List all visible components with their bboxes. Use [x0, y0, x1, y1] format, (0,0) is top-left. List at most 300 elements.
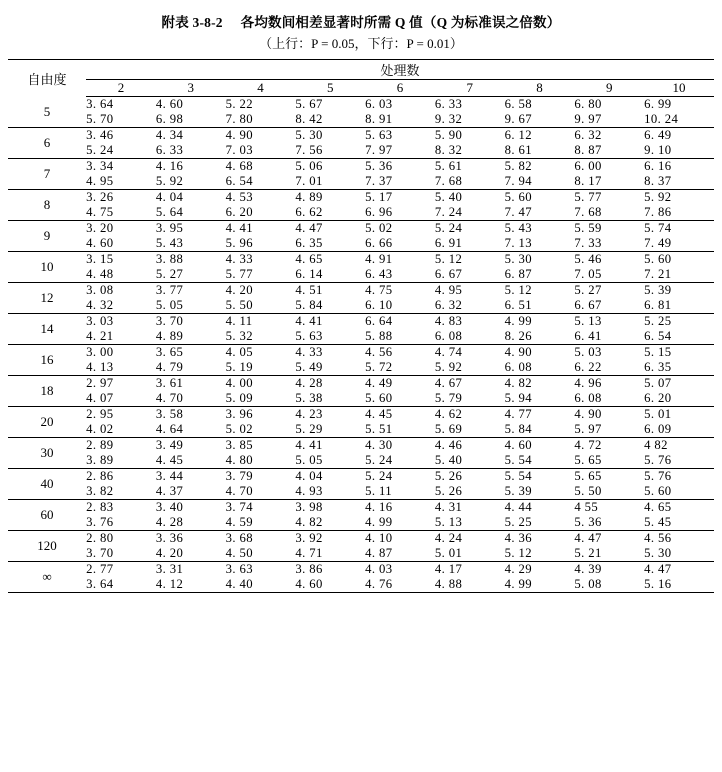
cell-p05: 4. 51 [295, 283, 323, 297]
cell-p01: 5. 72 [365, 360, 435, 376]
cell-p05: 5. 74 [644, 221, 672, 235]
cell-p01: 6. 51 [505, 298, 575, 314]
cell-p05: 3. 31 [155, 562, 184, 576]
cell-p05: 5. 92 [644, 190, 672, 204]
row-df-label: ∞ [8, 562, 86, 593]
cell-p05: 3. 46 [86, 128, 114, 142]
cell-p05: 5. 03 [574, 345, 602, 359]
cell-p01: 7. 37 [365, 174, 435, 190]
cell-p01: 4. 99 [505, 577, 575, 593]
cell-p01: 6. 08 [574, 391, 644, 407]
table-row [8, 112, 714, 128]
cell-p01: 4. 70 [226, 484, 296, 500]
cell-p01: 6. 87 [505, 267, 575, 283]
cell-p01: 3. 70 [86, 546, 156, 562]
table-header-row-top [8, 60, 714, 80]
cell-p01: 10. 24 [644, 112, 714, 128]
cell-p05: 3. 03 [86, 314, 114, 328]
cell-p01: 4. 95 [86, 174, 156, 190]
cell-p01: 5. 05 [156, 298, 226, 314]
cell-p01: 5. 92 [435, 360, 505, 376]
cell-p01: 6. 67 [574, 298, 644, 314]
cell-p05: 4. 47 [574, 531, 602, 545]
cell-p05: 4. 31 [434, 500, 463, 514]
cell-p05: 4. 03 [365, 562, 393, 576]
cell-p05: 2. 80 [86, 531, 114, 545]
cell-p05: 5. 25 [644, 314, 672, 328]
table-header-row-columns [8, 80, 714, 97]
cell-p01: 6. 33 [156, 143, 226, 159]
cell-p05: 5. 60 [644, 252, 672, 266]
table-title-main: 各均数间相差显著时所需 Q 值（Q 为标准误之倍数） [240, 15, 561, 30]
cell-p01: 5. 16 [644, 577, 714, 593]
cell-p01: 6. 09 [644, 422, 714, 438]
cell-p01: 9. 10 [644, 143, 714, 159]
cell-p05: 5. 12 [434, 252, 463, 266]
cell-p01: 6. 08 [435, 329, 505, 345]
cell-p01: 4. 75 [86, 205, 156, 221]
cell-p01: 4. 37 [156, 484, 226, 500]
row-df-label: 12 [8, 283, 86, 314]
cell-p05: 6. 32 [574, 128, 602, 142]
cell-p05: 5. 46 [574, 252, 602, 266]
cell-p01: 5. 38 [295, 391, 365, 407]
cell-p01: 5. 02 [226, 422, 296, 438]
cell-p01: 6. 41 [574, 329, 644, 345]
cell-p01: 7. 13 [505, 236, 575, 252]
cell-p01: 4. 59 [226, 515, 296, 531]
cell-p01: 6. 08 [505, 360, 575, 376]
table-row [8, 422, 714, 438]
cell-p05: 5. 15 [644, 345, 672, 359]
cell-p05: 4. 41 [225, 221, 253, 235]
cell-p05: 5. 43 [504, 221, 532, 235]
table-row [8, 577, 714, 593]
cell-p05: 4. 45 [365, 407, 393, 421]
cell-p01: 4. 64 [156, 422, 226, 438]
cell-p01: 5. 64 [156, 205, 226, 221]
cell-p01: 9. 32 [435, 112, 505, 128]
table-row [8, 283, 714, 299]
cell-p01: 8. 61 [505, 143, 575, 159]
cell-p05: 4. 34 [155, 128, 184, 142]
cell-p01: 4. 50 [226, 546, 296, 562]
table-subtitle: （上行：P = 0.05，下行：P = 0.01） [259, 36, 463, 51]
cell-p05: 6. 58 [504, 97, 532, 111]
cell-p05: 4. 83 [434, 314, 463, 328]
cell-p05: 4. 68 [225, 159, 253, 173]
row-df-label: 8 [8, 190, 86, 221]
cell-p01: 4. 70 [156, 391, 226, 407]
cell-p01: 4. 79 [156, 360, 226, 376]
row-df-label: 60 [8, 500, 86, 531]
cell-p01: 4. 02 [86, 422, 156, 438]
cell-p05: 4. 20 [225, 283, 253, 297]
cell-p05: 2. 86 [86, 469, 114, 483]
cell-p01: 5. 09 [226, 391, 296, 407]
cell-p01: 7. 03 [226, 143, 296, 159]
table-row [8, 190, 714, 206]
cell-p05: 4. 90 [504, 345, 532, 359]
header-degrees-of-freedom: 自由度 [8, 60, 86, 97]
cell-p05: 4. 10 [365, 531, 393, 545]
column-header-8: 8 [505, 80, 575, 97]
cell-p05: 4. 30 [365, 438, 393, 452]
table-row [8, 205, 714, 221]
cell-p01: 5. 49 [295, 360, 365, 376]
cell-p05: 5. 22 [225, 97, 253, 111]
cell-p01: 6. 66 [365, 236, 435, 252]
cell-p05: 3. 26 [86, 190, 114, 204]
cell-p01: 5. 11 [365, 484, 435, 500]
cell-p05: 4. 95 [434, 283, 463, 297]
cell-p01: 4. 32 [86, 298, 156, 314]
cell-p01: 4. 80 [226, 453, 296, 469]
cell-p05: 5. 90 [434, 128, 463, 142]
cell-p01: 5. 50 [226, 298, 296, 314]
cell-p01: 4. 48 [86, 267, 156, 283]
table-row [8, 236, 714, 252]
column-header-3: 3 [156, 80, 226, 97]
cell-p05: 4. 16 [155, 159, 184, 173]
cell-p05: 2. 77 [86, 562, 114, 576]
cell-p01: 7. 47 [505, 205, 575, 221]
cell-p01: 7. 21 [644, 267, 714, 283]
cell-p01: 5. 69 [435, 422, 505, 438]
cell-p01: 5. 13 [435, 515, 505, 531]
cell-p05: 4. 56 [644, 531, 672, 545]
cell-p05: 2. 83 [86, 500, 114, 514]
cell-p01: 5. 96 [226, 236, 296, 252]
cell-p01: 6. 14 [295, 267, 365, 283]
cell-p05: 5. 12 [504, 283, 532, 297]
cell-p05: 4. 72 [574, 438, 602, 452]
cell-p01: 4. 99 [365, 515, 435, 531]
cell-p01: 5. 54 [505, 453, 575, 469]
cell-p01: 7. 68 [574, 205, 644, 221]
cell-p01: 6. 98 [156, 112, 226, 128]
cell-p05: 4 55 [574, 500, 599, 514]
cell-p01: 5. 19 [226, 360, 296, 376]
table-row [8, 159, 714, 175]
cell-p05: 5. 63 [365, 128, 393, 142]
cell-p01: 6. 35 [295, 236, 365, 252]
cell-p05: 4. 65 [295, 252, 323, 266]
cell-p01: 5. 01 [435, 546, 505, 562]
cell-p01: 5. 27 [156, 267, 226, 283]
cell-p01: 5. 97 [574, 422, 644, 438]
cell-p01: 6. 10 [365, 298, 435, 314]
cell-p05: 5. 13 [574, 314, 602, 328]
table-title-prefix: 附表 3-8-2 [161, 15, 223, 30]
column-header-4: 4 [226, 80, 296, 97]
cell-p05: 3. 63 [225, 562, 253, 576]
cell-p01: 6. 54 [644, 329, 714, 345]
column-header-7: 7 [435, 80, 505, 97]
cell-p05: 6. 03 [365, 97, 393, 111]
cell-p05: 4. 60 [155, 97, 184, 111]
cell-p05: 5. 67 [295, 97, 323, 111]
cell-p01: 5. 63 [295, 329, 365, 345]
cell-p01: 5. 12 [505, 546, 575, 562]
table-row [8, 97, 714, 113]
cell-p01: 7. 97 [365, 143, 435, 159]
cell-p05: 4. 04 [155, 190, 184, 204]
table-row [8, 221, 714, 237]
cell-p05: 5. 76 [644, 469, 672, 483]
cell-p05: 3. 77 [155, 283, 184, 297]
table-row [8, 453, 714, 469]
cell-p01: 4. 28 [156, 515, 226, 531]
table-row [8, 391, 714, 407]
cell-p05: 4. 53 [225, 190, 253, 204]
table-title [8, 11, 714, 31]
cell-p01: 6. 43 [365, 267, 435, 283]
cell-p05: 4. 23 [295, 407, 323, 421]
cell-p05: 4. 33 [225, 252, 253, 266]
row-df-label: 30 [8, 438, 86, 469]
cell-p05: 4. 90 [225, 128, 253, 142]
cell-p05: 5. 17 [365, 190, 393, 204]
cell-p05: 5. 65 [574, 469, 602, 483]
cell-p05: 3. 61 [155, 376, 184, 390]
cell-p01: 9. 97 [574, 112, 644, 128]
cell-p05: 5. 24 [365, 469, 393, 483]
cell-p05: 4. 47 [295, 221, 323, 235]
cell-p01: 5. 43 [156, 236, 226, 252]
cell-p01: 6. 22 [574, 360, 644, 376]
cell-p01: 7. 24 [435, 205, 505, 221]
cell-p05: 6. 16 [644, 159, 672, 173]
cell-p01: 6. 20 [644, 391, 714, 407]
cell-p01: 5. 05 [295, 453, 365, 469]
table-row [8, 407, 714, 423]
cell-p01: 8. 17 [574, 174, 644, 190]
cell-p05: 5. 39 [644, 283, 672, 297]
header-treatment-count: 处理数 [86, 60, 714, 80]
cell-p05: 6. 64 [365, 314, 393, 328]
cell-p01: 8. 42 [295, 112, 365, 128]
cell-p05: 4. 44 [504, 500, 532, 514]
table-row [8, 500, 714, 516]
table-row [8, 252, 714, 268]
cell-p05: 4. 39 [574, 562, 602, 576]
cell-p05: 5. 24 [434, 221, 463, 235]
cell-p01: 5. 40 [435, 453, 505, 469]
cell-p01: 4. 60 [86, 236, 156, 252]
cell-p01: 5. 60 [644, 484, 714, 500]
cell-p05: 4 82 [644, 438, 668, 452]
cell-p01: 4. 71 [295, 546, 365, 562]
cell-p05: 4. 89 [295, 190, 323, 204]
cell-p01: 5. 25 [505, 515, 575, 531]
cell-p01: 5. 24 [365, 453, 435, 469]
column-header-6: 6 [365, 80, 435, 97]
cell-p01: 5. 84 [505, 422, 575, 438]
cell-p05: 6. 12 [504, 128, 532, 142]
cell-p01: 4. 13 [86, 360, 156, 376]
cell-p05: 3. 44 [155, 469, 184, 483]
cell-p05: 4. 77 [504, 407, 532, 421]
cell-p01: 4. 21 [86, 329, 156, 345]
cell-p05: 3. 92 [295, 531, 323, 545]
table-row [8, 546, 714, 562]
table-row [8, 438, 714, 454]
cell-p05: 6. 33 [434, 97, 463, 111]
cell-p01: 5. 30 [644, 546, 714, 562]
cell-p05: 5. 36 [365, 159, 393, 173]
cell-p01: 7. 01 [295, 174, 365, 190]
cell-p05: 4. 56 [365, 345, 393, 359]
row-df-label: 16 [8, 345, 86, 376]
cell-p05: 4. 47 [644, 562, 672, 576]
cell-p01: 5. 65 [574, 453, 644, 469]
cell-p05: 3. 20 [86, 221, 114, 235]
cell-p05: 4. 75 [365, 283, 393, 297]
cell-p05: 5. 54 [504, 469, 532, 483]
cell-p01: 4. 93 [295, 484, 365, 500]
cell-p05: 4. 67 [434, 376, 463, 390]
q-value-table [8, 59, 714, 593]
column-header-9: 9 [574, 80, 644, 97]
cell-p01: 4. 20 [156, 546, 226, 562]
cell-p05: 3. 68 [225, 531, 253, 545]
cell-p05: 4. 65 [644, 500, 672, 514]
cell-p01: 4. 87 [365, 546, 435, 562]
cell-p05: 4. 24 [434, 531, 463, 545]
row-df-label: 14 [8, 314, 86, 345]
cell-p01: 5. 92 [156, 174, 226, 190]
cell-p01: 5. 45 [644, 515, 714, 531]
cell-p01: 4. 40 [226, 577, 296, 593]
table-row [8, 298, 714, 314]
cell-p05: 4. 82 [504, 376, 532, 390]
cell-p05: 3. 65 [155, 345, 184, 359]
cell-p01: 7. 86 [644, 205, 714, 221]
table-row [8, 531, 714, 547]
cell-p01: 8. 26 [505, 329, 575, 345]
cell-p05: 3. 98 [295, 500, 323, 514]
cell-p05: 5. 06 [295, 159, 323, 173]
cell-p05: 3. 15 [86, 252, 114, 266]
table-row [8, 345, 714, 361]
cell-p05: 4. 90 [574, 407, 602, 421]
cell-p05: 4. 17 [434, 562, 463, 576]
cell-p05: 5. 59 [574, 221, 602, 235]
cell-p05: 2. 95 [86, 407, 114, 421]
cell-p05: 5. 82 [504, 159, 532, 173]
cell-p05: 4. 96 [574, 376, 602, 390]
cell-p01: 6. 96 [365, 205, 435, 221]
cell-p05: 4. 46 [434, 438, 463, 452]
table-row [8, 376, 714, 392]
cell-p05: 6. 80 [574, 97, 602, 111]
table-row [8, 515, 714, 531]
cell-p05: 2. 97 [86, 376, 114, 390]
row-df-label: 6 [8, 128, 86, 159]
cell-p05: 4. 29 [504, 562, 532, 576]
cell-p01: 5. 21 [574, 546, 644, 562]
cell-p01: 4. 89 [156, 329, 226, 345]
cell-p01: 5. 88 [365, 329, 435, 345]
cell-p05: 5. 40 [434, 190, 463, 204]
cell-p01: 7. 05 [574, 267, 644, 283]
cell-p01: 8. 37 [644, 174, 714, 190]
cell-p05: 4. 04 [295, 469, 323, 483]
column-header-10: 10 [644, 80, 714, 97]
cell-p05: 4. 05 [225, 345, 253, 359]
table-row [8, 128, 714, 144]
row-df-label: 20 [8, 407, 86, 438]
cell-p05: 4. 74 [434, 345, 463, 359]
cell-p01: 5. 26 [435, 484, 505, 500]
cell-p01: 5. 32 [226, 329, 296, 345]
cell-p01: 8. 91 [365, 112, 435, 128]
cell-p05: 4. 28 [295, 376, 323, 390]
cell-p05: 4. 11 [225, 314, 253, 328]
cell-p01: 5. 39 [505, 484, 575, 500]
cell-p01: 5. 24 [86, 143, 156, 159]
cell-p05: 5. 30 [504, 252, 532, 266]
cell-p05: 5. 30 [295, 128, 323, 142]
cell-p01: 5. 77 [226, 267, 296, 283]
cell-p05: 3. 70 [155, 314, 184, 328]
cell-p05: 4. 99 [504, 314, 532, 328]
cell-p01: 7. 33 [574, 236, 644, 252]
table-row [8, 360, 714, 376]
cell-p05: 3. 40 [155, 500, 184, 514]
table-row [8, 469, 714, 485]
cell-p05: 3. 64 [86, 97, 114, 111]
cell-p05: 3. 96 [225, 407, 253, 421]
cell-p01: 5. 51 [365, 422, 435, 438]
table-row [8, 484, 714, 500]
cell-p05: 4. 60 [504, 438, 532, 452]
cell-p05: 3. 88 [155, 252, 184, 266]
cell-p05: 4. 62 [434, 407, 463, 421]
cell-p01: 6. 54 [226, 174, 296, 190]
cell-p05: 6. 00 [574, 159, 602, 173]
cell-p01: 7. 56 [295, 143, 365, 159]
cell-p01: 4. 45 [156, 453, 226, 469]
cell-p01: 4. 88 [435, 577, 505, 593]
cell-p05: 5. 27 [574, 283, 602, 297]
table-row [8, 562, 714, 578]
row-df-label: 5 [8, 97, 86, 128]
table-row [8, 267, 714, 283]
cell-p05: 5. 01 [644, 407, 672, 421]
cell-p05: 3. 00 [86, 345, 114, 359]
cell-p05: 3. 85 [225, 438, 253, 452]
cell-p05: 3. 74 [225, 500, 253, 514]
cell-p05: 4. 16 [365, 500, 393, 514]
cell-p05: 3. 34 [86, 159, 114, 173]
cell-p01: 3. 89 [86, 453, 156, 469]
cell-p05: 3. 95 [155, 221, 184, 235]
cell-p01: 7. 68 [435, 174, 505, 190]
cell-p01: 3. 76 [86, 515, 156, 531]
cell-p01: 8. 87 [574, 143, 644, 159]
cell-p05: 4. 00 [225, 376, 253, 390]
cell-p05: 5. 02 [365, 221, 393, 235]
cell-p05: 4. 91 [365, 252, 393, 266]
cell-p01: 5. 36 [574, 515, 644, 531]
column-header-5: 5 [295, 80, 365, 97]
cell-p01: 6. 91 [435, 236, 505, 252]
cell-p05: 3. 08 [86, 283, 114, 297]
cell-p01: 4. 82 [295, 515, 365, 531]
cell-p01: 7. 80 [226, 112, 296, 128]
